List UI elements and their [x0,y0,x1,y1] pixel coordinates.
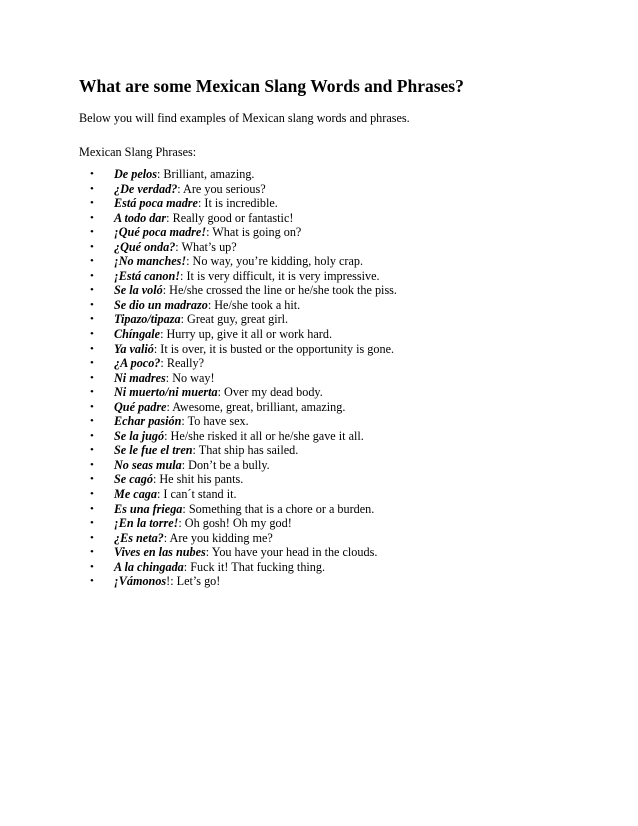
phrase-text [114,458,270,473]
phrase-term: ¡Vámonos [114,574,167,589]
phrase-term: ¡Qué poca madre! [114,225,207,240]
phrase-term: ¿A poco? [114,356,161,371]
phrase-text [114,254,363,269]
bullet-icon: • [90,473,94,486]
phrase-definition: : No way! [165,370,215,385]
phrase-term: Ni muerto/ni muerta [114,385,218,400]
bullet-icon: • [90,560,94,573]
list-item [0,443,638,458]
phrase-text [114,298,300,313]
list-item [0,312,638,327]
phrase-term: Me caga [114,487,157,502]
phrase-term: Está poca madre [114,196,198,211]
phrase-definition: !: Let’s go! [166,574,221,589]
phrase-definition: : Are you kidding me? [163,530,273,545]
phrase-definition: : He/she risked it all or he/she gave it all. [164,428,364,443]
bullet-icon: • [90,531,94,544]
phrase-term: A la chingada [114,559,184,574]
phrase-text [114,269,380,284]
phrase-definition: : You have your head in the clouds. [205,545,378,560]
phrase-term: Vives en las nubes [114,545,206,560]
phrase-text [114,385,323,400]
phrase-definition: : Fuck it! That fucking thing. [183,559,326,574]
phrase-text [114,443,298,458]
bullet-icon: • [90,575,94,588]
phrase-definition: : I can´t stand it. [156,487,237,502]
section-heading: Mexican Slang Phrases: [79,145,197,159]
phrase-term: ¡Está canon! [114,268,181,283]
phrase-definition: : That ship has sailed. [192,443,299,458]
phrase-term: Se la jugó [114,428,165,443]
phrase-definition: : Something that is a chore or a burden. [182,501,375,516]
bullet-icon: • [90,371,94,384]
list-item [0,225,638,240]
phrase-term: ¿Es neta? [114,530,164,545]
phrase-term: Se dio un madrazo [114,297,208,312]
bullet-icon: • [90,342,94,355]
list-item [0,196,638,211]
bullet-icon: • [90,211,94,224]
list-item [0,502,638,517]
phrase-text [114,487,237,502]
phrase-term: Se la voló [114,283,163,298]
list-item [0,167,638,182]
phrase-text [114,414,249,429]
phrase-text [114,400,345,415]
bullet-icon: • [90,429,94,442]
list-item [0,429,638,444]
bullet-icon: • [90,386,94,399]
phrase-text [114,283,397,298]
bullet-icon: • [90,269,94,282]
phrase-term: Ni madres [114,370,166,385]
bullet-icon: • [90,255,94,268]
phrase-definition: : Oh gosh! Oh my god! [178,516,292,531]
bullet-icon: • [90,517,94,530]
bullet-icon: • [90,502,94,515]
phrase-text [114,371,215,386]
phrase-term: Echar pasión [114,414,182,429]
list-item [0,560,638,575]
bullet-icon: • [90,197,94,210]
phrase-definition: : Don’t be a bully. [181,457,270,472]
phrase-text [114,560,325,575]
phrase-text [114,429,364,444]
list-item [0,545,638,560]
phrase-definition: : He/she crossed the line or he/she took the piss. [162,283,397,298]
phrase-text [114,196,278,211]
list-item [0,414,638,429]
phrase-term: Tipazo/tipaza [114,312,181,327]
phrase-text [114,312,288,327]
list-item [0,327,638,342]
phrase-text [114,356,204,371]
phrase-text [114,342,394,357]
list-item [0,574,638,589]
phrase-term: ¿Qué onda? [114,239,176,254]
bullet-icon: • [90,284,94,297]
bullet-icon: • [90,298,94,311]
phrase-term: Qué padre [114,399,167,414]
phrase-term: Ya valió [114,341,154,356]
phrase-definition: : No way, you’re kidding, holy crap. [186,254,364,269]
bullet-icon: • [90,328,94,341]
phrase-definition: : Great guy, great girl. [180,312,289,327]
phrase-definition: : What’s up? [175,239,237,254]
phrase-text [114,545,377,560]
phrase-definition: : Brilliant, amazing. [156,167,255,181]
bullet-icon: • [90,458,94,471]
bullet-icon: • [90,226,94,239]
phrase-term: Es una friega [114,501,183,516]
phrase-text [114,472,243,487]
phrase-list [0,167,638,589]
page-title: What are some Mexican Slang Words and Phrases? [79,76,464,96]
phrase-definition: : Over my dead body. [217,385,323,400]
phrase-definition: : What is going on? [206,225,302,240]
phrase-text [114,516,292,531]
list-item [0,472,638,487]
phrase-term: Se cagó [114,472,153,487]
phrase-term: No seas mula [114,457,182,472]
list-item [0,240,638,255]
list-item [0,211,638,226]
bullet-icon: • [90,415,94,428]
phrase-definition: : Really? [160,356,205,371]
intro-paragraph: Below you will find examples of Mexican slang words and phrases. [79,111,410,125]
phrase-term: ¡En la torre! [114,516,179,531]
list-item [0,458,638,473]
phrase-text [114,502,374,517]
list-item [0,385,638,400]
phrase-term: Chíngale [114,327,161,342]
phrase-definition: : It is over, it is busted or the opportunity is gone. [153,341,395,356]
phrase-term: ¡No manches! [114,254,187,269]
phrase-text [114,327,332,342]
list-item [0,516,638,531]
phrase-definition: : Hurry up, give it all or work hard. [160,327,333,342]
list-item [0,269,638,284]
bullet-icon: • [90,444,94,457]
phrase-text [114,211,293,226]
bullet-icon: • [90,240,94,253]
list-item [0,356,638,371]
phrase-text [114,240,237,255]
phrase-definition: : Awesome, great, brilliant, amazing. [166,399,346,414]
phrase-definition: : It is very difficult, it is very impressive. [180,268,380,283]
phrase-text [114,182,266,197]
bullet-icon: • [90,488,94,501]
phrase-term: ¿De verdad? [114,181,178,196]
phrase-text [114,574,220,589]
bullet-icon: • [90,313,94,326]
list-item [0,487,638,502]
list-item [0,342,638,357]
phrase-term: A todo dar [114,210,167,225]
phrase-definition: : He shit his pants. [152,472,244,487]
list-item [0,400,638,415]
list-item [0,254,638,269]
bullet-icon: • [90,182,94,195]
bullet-icon: • [90,357,94,370]
phrase-definition: : Are you serious? [177,181,266,196]
phrase-text [114,225,301,240]
phrase-text [114,167,254,182]
phrase-definition: : He/she took a hit. [207,297,301,312]
phrase-term: Se le fue el tren [114,443,193,458]
bullet-icon: • [90,546,94,559]
phrase-term: De pelos [114,167,157,181]
list-item [0,283,638,298]
list-item [0,298,638,313]
list-item [0,182,638,197]
phrase-definition: : To have sex. [181,414,249,429]
phrase-definition: : Really good or fantastic! [166,210,294,225]
list-item [0,371,638,386]
list-item [0,531,638,546]
phrase-definition: : It is incredible. [197,196,278,211]
phrase-text [114,531,273,546]
bullet-icon: • [90,400,94,413]
bullet-icon: • [90,168,94,180]
